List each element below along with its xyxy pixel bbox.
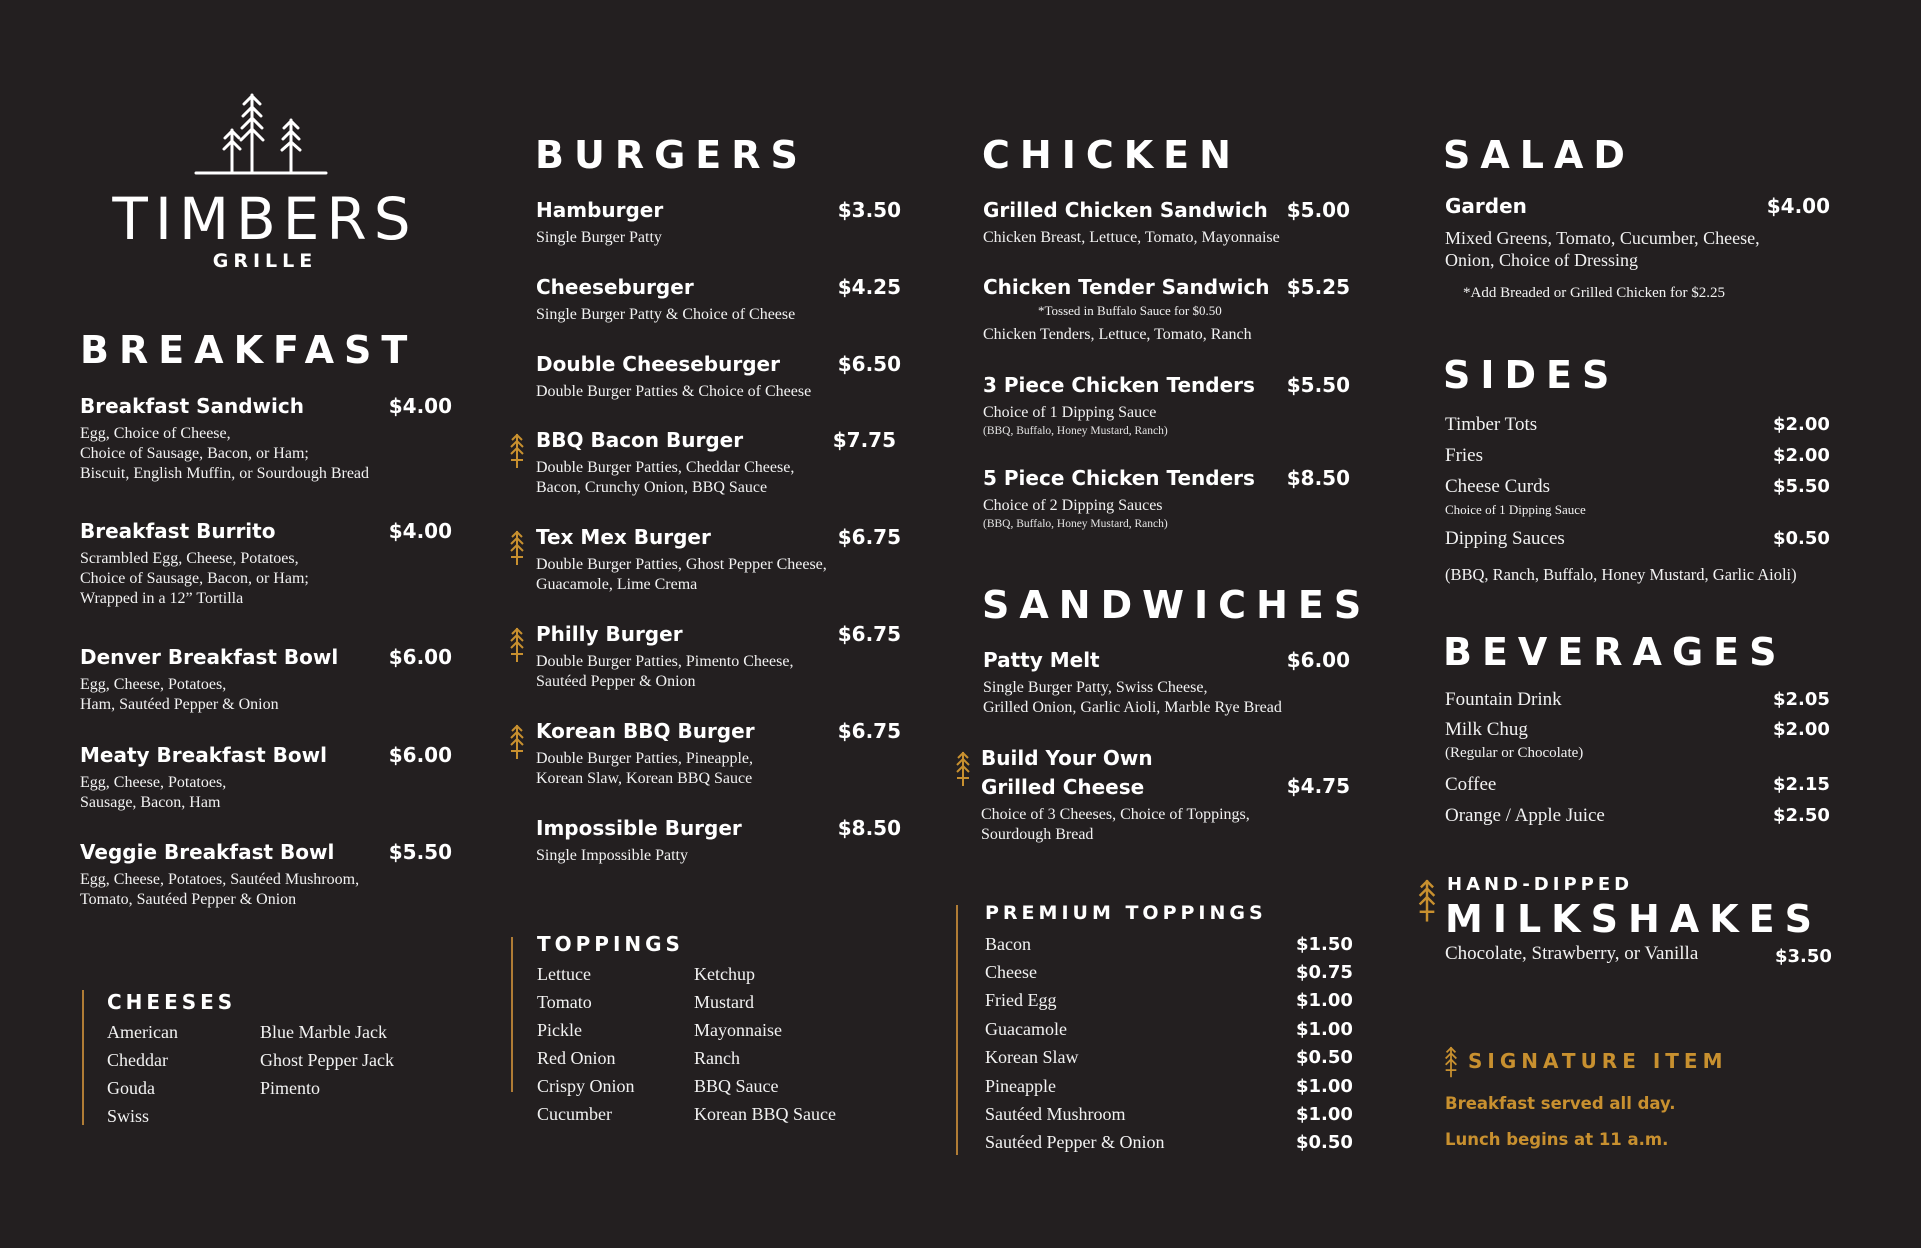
item-name: Meaty Breakfast Bowl xyxy=(80,743,327,767)
side-price: $2.00 xyxy=(1773,445,1830,466)
item-desc: Choice of 3 Cheeses, Choice of Toppings, Sourdough Bread xyxy=(981,806,1250,843)
item-name: Denver Breakfast Bowl xyxy=(80,645,339,669)
premium-topping-price: $0.50 xyxy=(1296,1132,1353,1153)
item-desc: Chicken Breast, Lettuce, Tomato, Mayonnaise xyxy=(983,229,1280,246)
item-price: $4.25 xyxy=(837,275,901,299)
cheese-item: Pimento xyxy=(260,1078,321,1098)
item-price: $6.75 xyxy=(837,525,901,549)
item-price: $4.00 xyxy=(388,519,452,543)
item-name: Tex Mex Burger xyxy=(536,525,711,549)
milkshake-price: $3.50 xyxy=(1775,946,1832,967)
topping-item: Mayonnaise xyxy=(694,1020,782,1040)
menu-item xyxy=(80,840,452,910)
side-name: Fries xyxy=(1445,445,1483,466)
premium-topping-name: Korean Slaw xyxy=(985,1047,1079,1067)
beverage-name: Orange / Apple Juice xyxy=(1445,805,1605,826)
menu-item xyxy=(983,198,1350,248)
item-desc: Egg, Cheese, Potatoes, Ham, Sautéed Pepper & Onion xyxy=(80,676,279,713)
premium-toppings-title: PREMIUM TOPPINGS xyxy=(985,902,1267,924)
item-desc: Single Impossible Patty xyxy=(536,847,688,864)
item-price: $4.75 xyxy=(1286,774,1350,798)
item-name: Grilled Cheese xyxy=(981,775,1145,799)
tree-icon xyxy=(508,626,526,666)
side-price: $5.50 xyxy=(1773,476,1830,497)
item-desc: Single Burger Patty xyxy=(536,229,662,246)
item-desc: Scrambled Egg, Cheese, Potatoes, Choice of Sausage, Bacon, or Ham; Wrapped in a 12” Tortilla xyxy=(80,550,309,607)
menu-item xyxy=(536,525,901,595)
item-price: $6.50 xyxy=(837,352,901,376)
side-name: Cheese Curds xyxy=(1445,476,1551,497)
item-desc: Double Burger Patties, Ghost Pepper Cheese, Guacamole, Lime Crema xyxy=(536,556,827,593)
item-desc: Choice of 1 Dipping Sauce xyxy=(983,404,1157,421)
item-price: $6.00 xyxy=(388,743,452,767)
item-name: Breakfast Sandwich xyxy=(80,394,304,418)
menu-item xyxy=(983,648,1350,718)
premium-topping-name: Fried Egg xyxy=(985,990,1057,1010)
signature-label: SIGNATURE ITEM xyxy=(1468,1049,1728,1073)
topping-item: Ranch xyxy=(694,1048,740,1068)
item-price: $6.75 xyxy=(837,719,901,743)
item-price: $8.50 xyxy=(837,816,901,840)
salad-title: SALAD xyxy=(1443,133,1635,177)
premium-topping-price: $1.00 xyxy=(1296,1076,1353,1097)
premium-topping-name: Bacon xyxy=(985,934,1031,954)
item-price: $4.00 xyxy=(388,394,452,418)
side-name: Timber Tots xyxy=(1445,414,1538,435)
item-price: $7.75 xyxy=(832,428,896,452)
menu-item xyxy=(536,428,896,498)
item-name: Philly Burger xyxy=(536,622,683,646)
item-desc: Egg, Cheese, Potatoes, Sautéed Mushroom, Tomato, Sautéed Pepper & Onion xyxy=(80,871,360,908)
side-sub: Choice of 1 Dipping Sauce xyxy=(1445,502,1586,517)
tree-icon xyxy=(508,529,526,569)
cheese-item: Gouda xyxy=(107,1078,155,1098)
toppings-title: TOPPINGS xyxy=(537,932,684,956)
sandwiches-title: SANDWICHES xyxy=(982,583,1372,627)
premium-topping-price: $1.00 xyxy=(1296,1019,1353,1040)
cheese-item: Blue Marble Jack xyxy=(260,1022,387,1042)
tree-icon xyxy=(508,432,526,472)
item-name: BBQ Bacon Burger xyxy=(536,428,744,452)
menu-item xyxy=(536,352,901,402)
cheese-item: Ghost Pepper Jack xyxy=(260,1050,394,1070)
cheese-item: American xyxy=(107,1022,178,1042)
item-price: $6.00 xyxy=(1286,648,1350,672)
item-price: $5.25 xyxy=(1286,275,1350,299)
premium-topping-name: Pineapple xyxy=(985,1076,1056,1096)
menu-item xyxy=(536,719,901,789)
item-name: Breakfast Burrito xyxy=(80,519,276,543)
hours-note: Lunch begins at 11 a.m. xyxy=(1445,1130,1669,1149)
side-price: $0.50 xyxy=(1773,528,1830,549)
item-desc: Choice of 2 Dipping Sauces xyxy=(983,497,1163,514)
beverage-price: $2.15 xyxy=(1773,774,1830,795)
menu-item xyxy=(80,394,452,484)
premium-topping-price: $1.00 xyxy=(1296,1104,1353,1125)
item-desc: Egg, Cheese, Potatoes, Sausage, Bacon, Ham xyxy=(80,774,227,811)
tree-icon xyxy=(1416,877,1438,927)
item-price: $3.50 xyxy=(837,198,901,222)
beverage-price: $2.00 xyxy=(1773,719,1830,740)
menu-item xyxy=(80,743,452,813)
item-price: $6.00 xyxy=(388,645,452,669)
topping-item: Lettuce xyxy=(537,964,591,984)
item-desc: Single Burger Patty & Choice of Cheese xyxy=(536,306,796,323)
tree-icon xyxy=(508,723,526,763)
item-price: $8.50 xyxy=(1286,466,1350,490)
item-price: $5.50 xyxy=(1286,373,1350,397)
cheese-item: Cheddar xyxy=(107,1050,168,1070)
item-desc: Single Burger Patty, Swiss Cheese, Grilled Onion, Garlic Aioli, Marble Rye Bread xyxy=(983,679,1282,716)
topping-item: Pickle xyxy=(537,1020,582,1040)
cheese-item: Swiss xyxy=(107,1106,150,1126)
menu-item xyxy=(80,519,452,609)
item-desc: Double Burger Patties, Cheddar Cheese, Bacon, Crunchy Onion, BBQ Sauce xyxy=(536,459,795,496)
menu-item xyxy=(536,622,901,692)
item-name: Chicken Tender Sandwich xyxy=(983,275,1270,299)
item-name: Hamburger xyxy=(536,198,664,222)
menu-item xyxy=(536,275,901,325)
menu-item xyxy=(80,645,452,715)
item-tiny: (BBQ, Buffalo, Honey Mustard, Ranch) xyxy=(983,518,1168,530)
milkshakes-title: MILKSHAKES xyxy=(1445,897,1822,941)
pine-trees-icon xyxy=(100,90,430,180)
premium-topping-price: $0.50 xyxy=(1296,1047,1353,1068)
hours-note: Breakfast served all day. xyxy=(1445,1094,1676,1113)
item-name: Garden xyxy=(1445,194,1527,218)
menu-item xyxy=(981,746,1350,845)
item-desc: Chicken Tenders, Lettuce, Tomato, Ranch xyxy=(983,326,1252,343)
item-note: *Tossed in Buffalo Sauce for $0.50 xyxy=(1038,303,1222,318)
menu-item xyxy=(983,275,1350,345)
item-name: Impossible Burger xyxy=(536,816,742,840)
tree-icon xyxy=(954,750,972,790)
topping-item: Cucumber xyxy=(537,1104,612,1124)
topping-item: Ketchup xyxy=(694,964,755,984)
brand-sub: GRILLE xyxy=(212,250,318,272)
topping-item: Mustard xyxy=(694,992,754,1012)
premium-topping-name: Cheese xyxy=(985,962,1037,982)
menu-item xyxy=(983,373,1350,437)
premium-topping-name: Sautéed Mushroom xyxy=(985,1104,1126,1124)
menu-item xyxy=(536,816,901,866)
milkshakes-kicker: HAND-DIPPED xyxy=(1447,874,1634,895)
cheeses-title: CHEESES xyxy=(107,990,237,1014)
beverages-title: BEVERAGES xyxy=(1443,630,1787,674)
brand-name: TIMBERS xyxy=(112,185,418,253)
chicken-title: CHICKEN xyxy=(982,133,1241,177)
divider xyxy=(82,990,84,1125)
milkshake-flavors: Chocolate, Strawberry, or Vanilla xyxy=(1445,943,1699,964)
item-price: $4.00 xyxy=(1766,194,1830,218)
item-price: $6.75 xyxy=(837,622,901,646)
item-desc: Mixed Greens, Tomato, Cucumber, Cheese, Onion, Choice of Dressing xyxy=(1445,228,1760,270)
sauces-list: (BBQ, Ranch, Buffalo, Honey Mustard, Garlic Aioli) xyxy=(1445,565,1797,584)
menu-item xyxy=(536,198,901,248)
item-name: 5 Piece Chicken Tenders xyxy=(983,466,1255,490)
topping-item: Korean BBQ Sauce xyxy=(694,1104,836,1124)
divider xyxy=(511,937,513,1092)
item-name: Korean BBQ Burger xyxy=(536,719,755,743)
premium-topping-name: Guacamole xyxy=(985,1019,1067,1039)
beverage-sub: (Regular or Chocolate) xyxy=(1445,745,1584,761)
premium-topping-price: $1.00 xyxy=(1296,990,1353,1011)
beverage-name: Milk Chug xyxy=(1445,719,1528,740)
topping-item: Tomato xyxy=(537,992,592,1012)
tree-icon xyxy=(1443,1045,1459,1081)
beverage-price: $2.50 xyxy=(1773,805,1830,826)
item-desc: Double Burger Patties, Pineapple, Korean Slaw, Korean BBQ Sauce xyxy=(536,750,753,787)
logo xyxy=(100,90,430,280)
side-price: $2.00 xyxy=(1773,414,1830,435)
item-name: Build Your Own xyxy=(981,746,1153,770)
item-name: Cheeseburger xyxy=(536,275,694,299)
item-note: *Add Breaded or Grilled Chicken for $2.25 xyxy=(1463,285,1726,301)
item-name: Double Cheeseburger xyxy=(536,352,780,376)
item-name: Grilled Chicken Sandwich xyxy=(983,198,1268,222)
sides-title: SIDES xyxy=(1443,353,1620,397)
burgers-title: BURGERS xyxy=(535,133,808,177)
item-desc: Egg, Choice of Cheese, Choice of Sausage, Bacon, or Ham; Biscuit, English Muffin, or Sourdough Bread xyxy=(80,425,370,482)
menu-item xyxy=(1445,194,1830,302)
beverage-name: Coffee xyxy=(1445,774,1497,795)
premium-topping-price: $1.50 xyxy=(1296,934,1353,955)
item-name: Patty Melt xyxy=(983,648,1100,672)
beverage-name: Fountain Drink xyxy=(1445,689,1562,710)
side-name: Dipping Sauces xyxy=(1445,528,1565,549)
menu-item xyxy=(983,466,1350,530)
item-name: 3 Piece Chicken Tenders xyxy=(983,373,1255,397)
item-name: Veggie Breakfast Bowl xyxy=(80,840,335,864)
item-price: $5.00 xyxy=(1286,198,1350,222)
premium-topping-name: Sautéed Pepper & Onion xyxy=(985,1132,1165,1152)
divider xyxy=(956,905,958,1155)
topping-item: Crispy Onion xyxy=(537,1076,635,1096)
beverage-price: $2.05 xyxy=(1773,689,1830,710)
item-desc: Double Burger Patties, Pimento Cheese, Sautéed Pepper & Onion xyxy=(536,653,794,690)
breakfast-title: BREAKFAST xyxy=(80,328,418,372)
item-price: $5.50 xyxy=(388,840,452,864)
item-tiny: (BBQ, Buffalo, Honey Mustard, Ranch) xyxy=(983,425,1168,437)
topping-item: Red Onion xyxy=(537,1048,616,1068)
premium-topping-price: $0.75 xyxy=(1296,962,1353,983)
item-desc: Double Burger Patties & Choice of Cheese xyxy=(536,383,812,400)
topping-item: BBQ Sauce xyxy=(694,1076,779,1096)
